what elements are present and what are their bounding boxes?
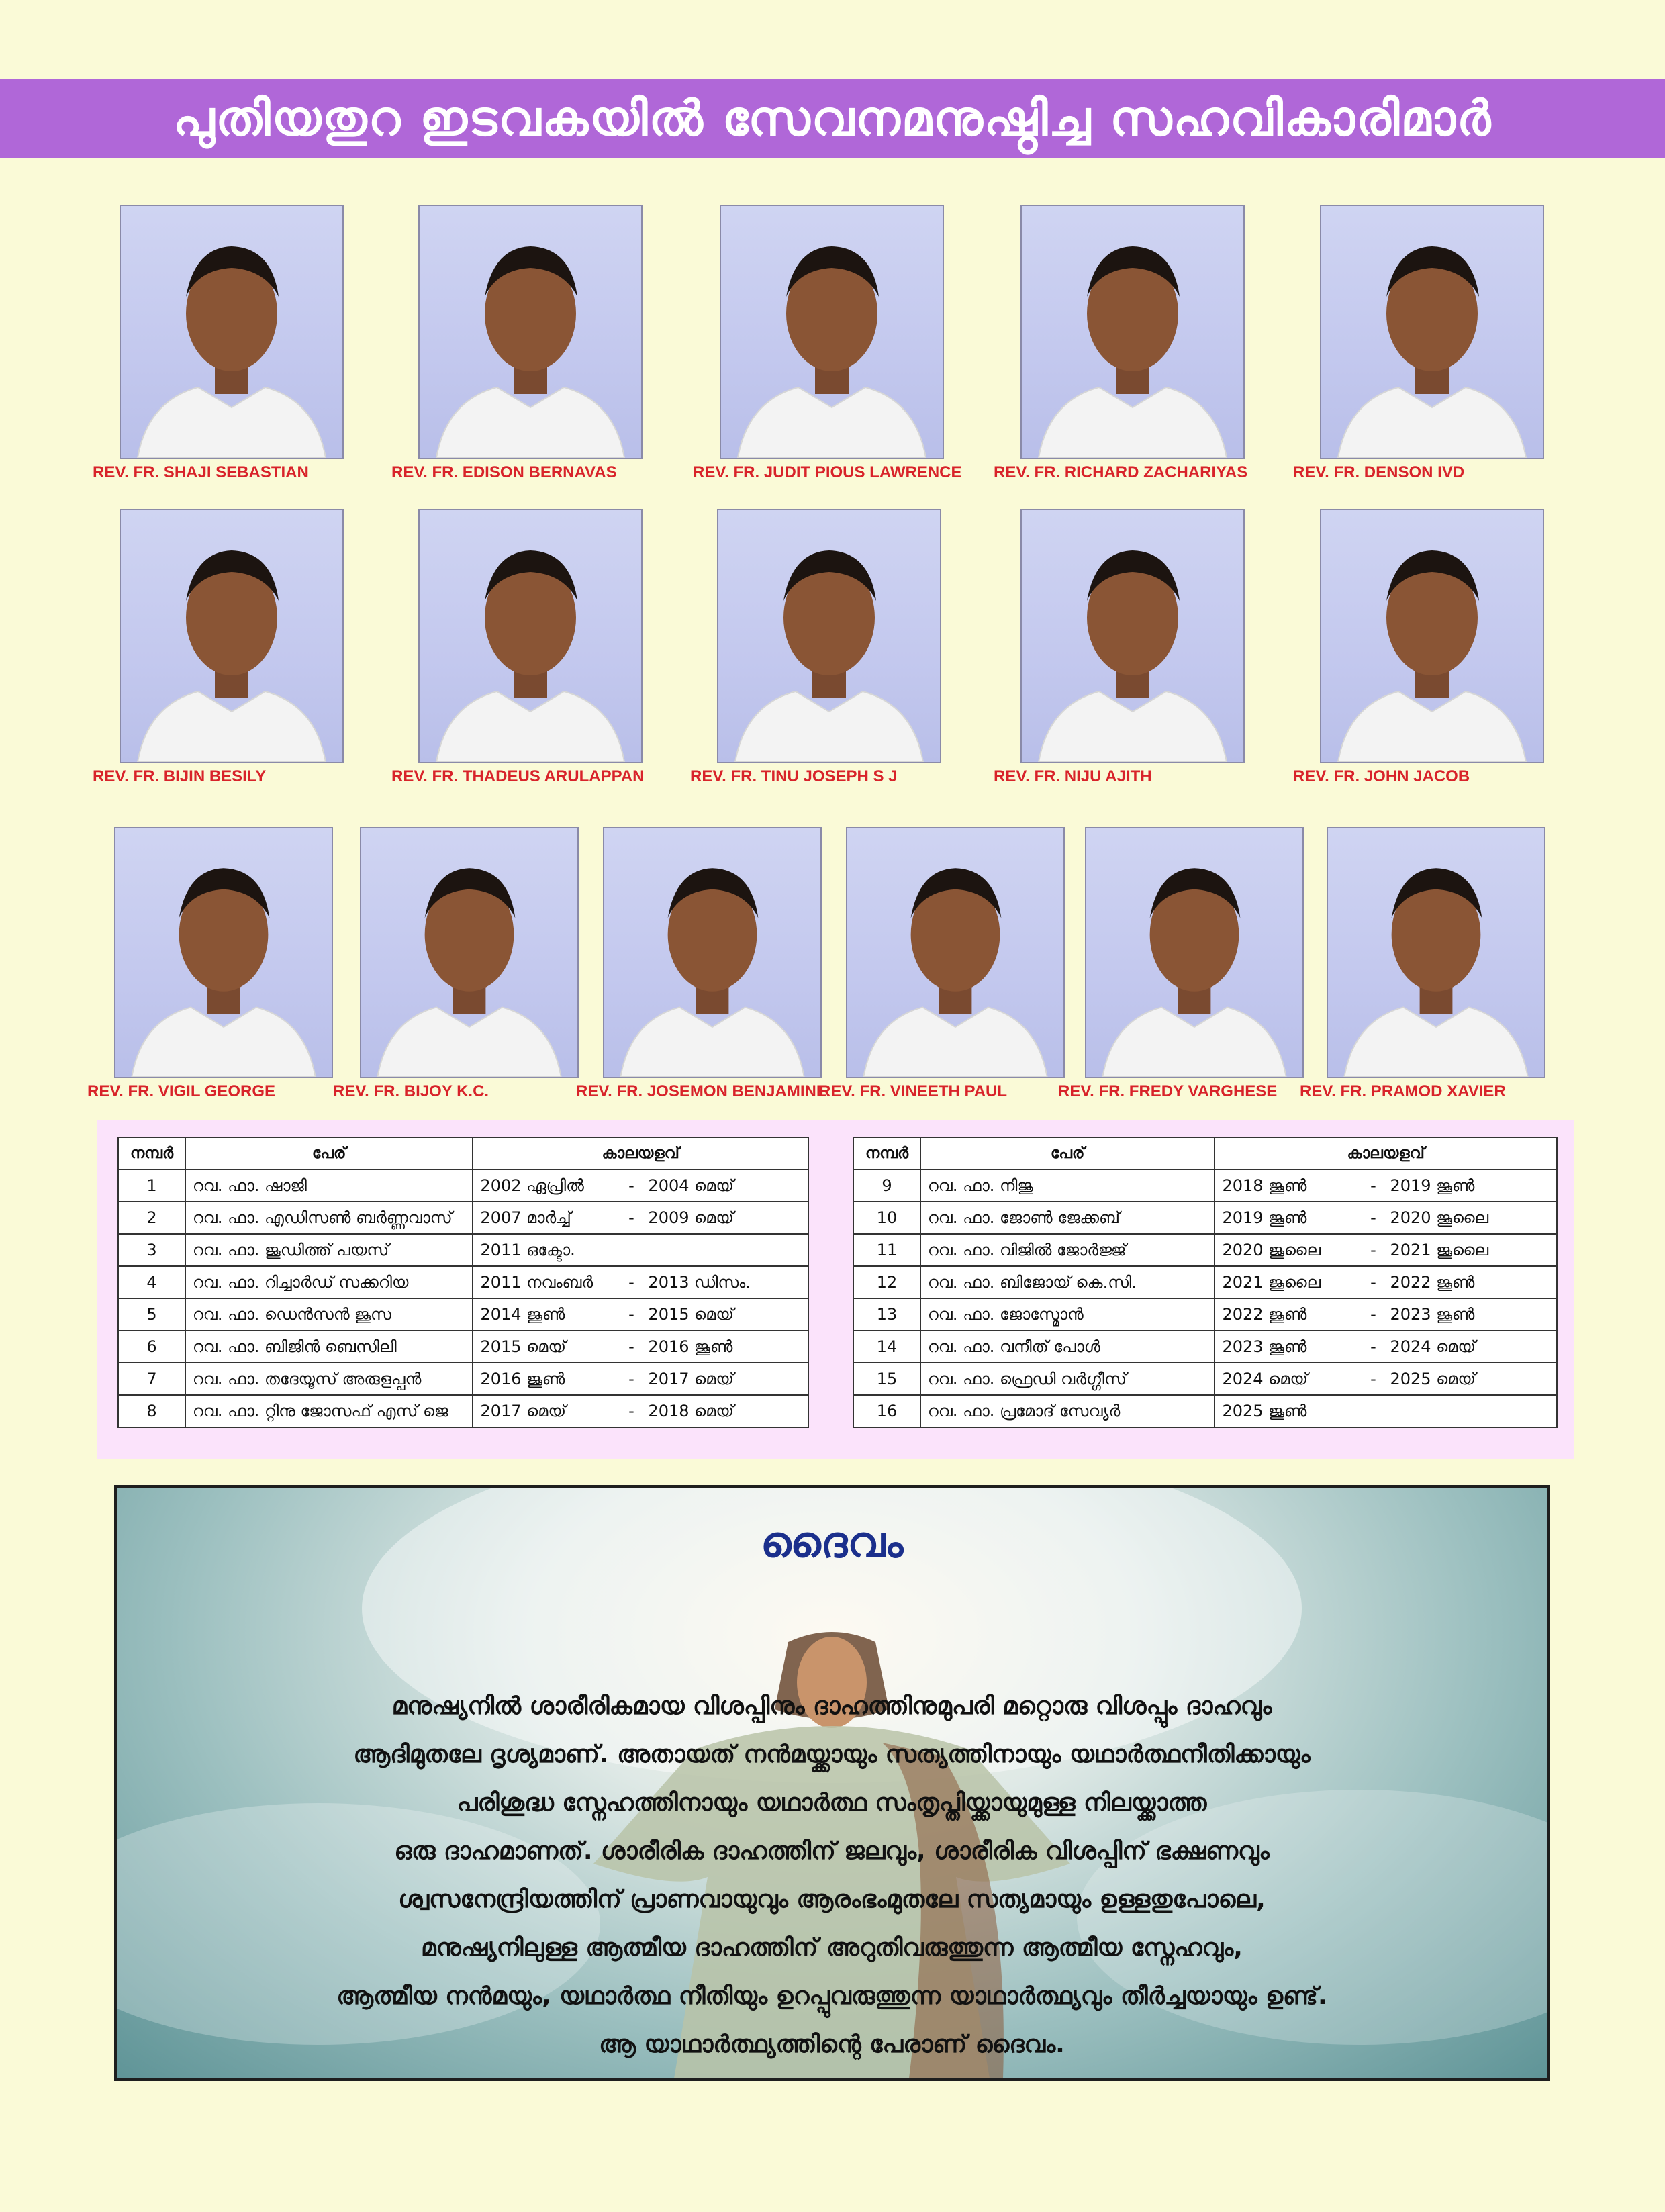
priest-photo xyxy=(114,827,333,1078)
person-silhouette xyxy=(420,206,641,458)
period-to: 2004 മെയ് xyxy=(648,1176,734,1195)
priest-name: REV. FR. SHAJI SEBASTIAN xyxy=(93,463,309,481)
row-number: 6 xyxy=(118,1331,185,1363)
period-from: 2019 ജൂൺ xyxy=(1222,1208,1307,1227)
table-row xyxy=(118,1266,808,1298)
table-row xyxy=(853,1363,1557,1395)
table-row xyxy=(853,1298,1557,1331)
row-number: 12 xyxy=(853,1266,920,1298)
priest-photo xyxy=(1320,509,1544,763)
row-number: 10 xyxy=(853,1202,920,1234)
period-to: 2018 മെയ് xyxy=(648,1402,734,1421)
row-name: റവ. ഫാ. റ്റിനു ജോസഫ് എസ് ജെ xyxy=(185,1395,473,1427)
title-banner xyxy=(0,79,1665,158)
priest-name: REV. FR. BIJOY K.C. xyxy=(333,1082,489,1100)
row-period xyxy=(1215,1331,1557,1363)
row-period xyxy=(473,1331,808,1363)
period-to: 2015 മെയ് xyxy=(648,1305,734,1324)
quote-title: ദൈവം xyxy=(760,1518,904,1568)
row-name: റവ. ഫാ. പ്രമോദ് സേവ്യർ xyxy=(920,1395,1215,1427)
period-from: 2007 മാർച്ച് xyxy=(480,1208,571,1227)
table-row xyxy=(118,1169,808,1202)
table-row xyxy=(118,1395,808,1427)
period-dash: - xyxy=(628,1369,634,1388)
quote-line: ശ്വസനേന്ദ്രിയത്തിന് പ്രാണവായുവും ആരംഭംമുതലേ സത്യമായും ഉള്ളതുപോലെ, xyxy=(398,1886,1266,1913)
priest-name: REV. FR. DENSON IVD xyxy=(1293,463,1465,481)
period-dash: - xyxy=(1370,1208,1376,1227)
row-period xyxy=(1215,1202,1557,1234)
period-dash: - xyxy=(1370,1273,1376,1292)
row-name: റവ. ഫാ. ജൂഡിത്ത് പയസ് xyxy=(185,1234,473,1266)
period-from: 2002 ഏപ്രിൽ xyxy=(480,1176,584,1195)
roster-table-right xyxy=(853,1137,1558,1428)
period-dash: - xyxy=(628,1273,634,1292)
period-to: 2009 മെയ് xyxy=(648,1208,734,1227)
period-to: 2023 ജൂൺ xyxy=(1390,1305,1475,1324)
row-period xyxy=(1215,1266,1557,1298)
person-silhouette xyxy=(847,828,1063,1077)
table-row xyxy=(853,1234,1557,1266)
page-title: പുതിയതുറ ഇടവകയിൽ സേവനമനുഷ്ഠിച്ച സഹവികാരിമാർ xyxy=(173,90,1492,146)
priest-name: REV. FR. JOSEMON BENJAMINE xyxy=(576,1082,827,1100)
period-from: 2017 മെയ് xyxy=(480,1402,567,1421)
header-period: കാലയളവ് xyxy=(1215,1137,1557,1169)
quote-panel xyxy=(114,1485,1550,2081)
period-to: 2019 ജൂൺ xyxy=(1390,1176,1475,1195)
table-row xyxy=(853,1331,1557,1363)
quote-line: മനുഷ്യനിൽ ശാരീരികമായ വിശപ്പിനും ദാഹത്തിനുമുപരി മറ്റൊരു വിശപ്പും ദാഹവും xyxy=(391,1692,1272,1720)
row-period xyxy=(1215,1363,1557,1395)
priest-name: REV. FR. RICHARD ZACHARIYAS xyxy=(994,463,1248,481)
priest-name: REV. FR. JOHN JACOB xyxy=(1293,767,1470,785)
row-name: റവ. ഫാ. എഡിസൺ ബർണ്ണവാസ് xyxy=(185,1202,473,1234)
period-dash: - xyxy=(1370,1176,1376,1195)
priest-name: REV. FR. NIJU AJITH xyxy=(994,767,1152,785)
person-silhouette xyxy=(420,510,641,762)
row-period xyxy=(473,1266,808,1298)
priest-name: REV. FR. FREDY VARGHESE xyxy=(1058,1082,1278,1100)
period-to: 2022 ജൂൺ xyxy=(1390,1273,1475,1292)
table-body xyxy=(853,1169,1557,1427)
roster-table-left xyxy=(117,1137,809,1428)
person-silhouette xyxy=(115,828,332,1077)
quote-line: ആ യാഥാർത്ഥ്യത്തിന്റെ പേരാണ് ദൈവം. xyxy=(599,2031,1065,2058)
header-name: പേര് xyxy=(920,1137,1215,1169)
person-silhouette xyxy=(1321,510,1543,762)
priest-photo xyxy=(360,827,579,1078)
row-name: റവ. ഫാ. ജോൺ ജേക്കബ് xyxy=(920,1202,1215,1234)
quote-line: പരിശുദ്ധ സ്നേഹത്തിനായും യഥാർത്ഥ സംതൃപ്തിയ്ക്കായുമുള്ള നിലയ്ക്കാത്ത xyxy=(457,1789,1207,1817)
row-number: 13 xyxy=(853,1298,920,1331)
row-number: 15 xyxy=(853,1363,920,1395)
row-period xyxy=(473,1234,808,1266)
priest-photo xyxy=(720,205,944,459)
table-body xyxy=(118,1169,808,1427)
period-from: 2024 മെയ് xyxy=(1222,1369,1309,1388)
row-number: 3 xyxy=(118,1234,185,1266)
period-dash: - xyxy=(1370,1305,1376,1324)
period-from: 2021 ജൂലൈ xyxy=(1222,1273,1321,1292)
row-period xyxy=(473,1169,808,1202)
table-row xyxy=(118,1234,808,1266)
period-from: 2022 ജൂൺ xyxy=(1222,1305,1307,1324)
person-silhouette xyxy=(718,510,940,762)
period-from: 2025 ജൂൺ xyxy=(1222,1402,1307,1421)
priest-photo xyxy=(1320,205,1544,459)
table-row xyxy=(118,1363,808,1395)
person-silhouette xyxy=(361,828,577,1077)
period-dash: - xyxy=(628,1208,634,1227)
row-name: റവ. ഫാ. റിച്ചാർഡ് സക്കറിയ xyxy=(185,1266,473,1298)
row-number: 8 xyxy=(118,1395,185,1427)
priest-photo xyxy=(1020,205,1245,459)
quote-text xyxy=(117,1682,1547,2069)
table-header-row xyxy=(118,1137,808,1169)
period-from: 2016 ജൂൺ xyxy=(480,1369,565,1388)
person-silhouette xyxy=(604,828,820,1077)
row-name: റവ. ഫാ. തദേയൂസ് അരുളപ്പൻ xyxy=(185,1363,473,1395)
row-number: 11 xyxy=(853,1234,920,1266)
quote-line: ആത്മീയ നൻമയും, യഥാർത്ഥ നീതിയും ഉറപ്പുവരുത്തുന്ന യാഥാർത്ഥ്യവും തീർച്ചയായും ഉണ്ട്. xyxy=(336,1982,1327,2010)
table-row xyxy=(853,1169,1557,1202)
row-period xyxy=(473,1202,808,1234)
period-dash: - xyxy=(1370,1241,1376,1259)
quote-line: ആദിമുതലേ ദൃശ്യമാണ്. അതായത് നൻമയ്ക്കായും സത്യത്തിനായും യഥാർത്ഥനീതിക്കായും xyxy=(353,1741,1311,1768)
person-silhouette xyxy=(1022,206,1243,458)
period-to: 2024 മെയ് xyxy=(1390,1337,1476,1356)
period-from: 2011 നവംബർ xyxy=(480,1273,593,1292)
person-silhouette xyxy=(1328,828,1544,1077)
row-name: റവ. ഫാ. നിജു xyxy=(920,1169,1215,1202)
period-from: 2011 ഒക്ടോ. xyxy=(480,1241,575,1259)
period-to: 2017 മെയ് xyxy=(648,1369,734,1388)
row-number: 4 xyxy=(118,1266,185,1298)
row-period xyxy=(473,1298,808,1331)
period-to: 2016 ജൂൺ xyxy=(648,1337,733,1356)
header-number: നമ്പർ xyxy=(853,1137,920,1169)
row-name: റവ. ഫാ. ഷാജി xyxy=(185,1169,473,1202)
period-dash: - xyxy=(628,1176,634,1195)
period-to: 2013 ഡിസം. xyxy=(648,1273,751,1292)
priest-photo xyxy=(603,827,822,1078)
person-silhouette xyxy=(121,510,342,762)
table-header-row xyxy=(853,1137,1557,1169)
person-silhouette xyxy=(1022,510,1243,762)
table-row xyxy=(853,1395,1557,1427)
period-dash: - xyxy=(1370,1369,1376,1388)
row-name: റവ. ഫാ. ജോസ്മോൻ xyxy=(920,1298,1215,1331)
person-silhouette xyxy=(721,206,943,458)
table-row xyxy=(853,1266,1557,1298)
table-row xyxy=(118,1298,808,1331)
row-number: 14 xyxy=(853,1331,920,1363)
table-row xyxy=(118,1331,808,1363)
row-number: 7 xyxy=(118,1363,185,1395)
quote-line: മനുഷ്യനിലുള്ള ആത്മീയ ദാഹത്തിന് അറുതിവരുത്തുന്ന ആത്മീയ സ്നേഹവും, xyxy=(421,1934,1243,1962)
row-period xyxy=(1215,1395,1557,1427)
period-from: 2014 ജൂൺ xyxy=(480,1305,565,1324)
row-period xyxy=(1215,1234,1557,1266)
row-number: 16 xyxy=(853,1395,920,1427)
period-to: 2021 ജൂലൈ xyxy=(1390,1241,1489,1259)
priest-name: REV. FR. BIJIN BESILY xyxy=(93,767,267,785)
period-dash: - xyxy=(1370,1337,1376,1356)
row-name: റവ. ഫാ. വനീത് പോൾ xyxy=(920,1331,1215,1363)
table-row xyxy=(853,1202,1557,1234)
table-row xyxy=(118,1202,808,1234)
row-name: റവ. ഫാ. വിജിൽ ജോർജ്ജ് xyxy=(920,1234,1215,1266)
priest-photo xyxy=(120,205,344,459)
row-number: 2 xyxy=(118,1202,185,1234)
period-dash: - xyxy=(628,1337,634,1356)
header-name: പേര് xyxy=(185,1137,473,1169)
priest-name: REV. FR. EDISON BERNAVAS xyxy=(391,463,617,481)
row-period xyxy=(1215,1169,1557,1202)
person-silhouette xyxy=(1086,828,1302,1077)
person-silhouette xyxy=(1321,206,1543,458)
priest-name: REV. FR. VINEETH PAUL xyxy=(819,1082,1008,1100)
row-name: റവ. ഫാ. ഫ്രെഡി വർഗ്ഗീസ് xyxy=(920,1363,1215,1395)
priest-name: REV. FR. JUDIT PIOUS LAWRENCE xyxy=(693,463,962,481)
priest-photo xyxy=(418,205,643,459)
period-dash: - xyxy=(628,1402,634,1421)
period-from: 2018 ജൂൺ xyxy=(1222,1176,1307,1195)
row-number: 9 xyxy=(853,1169,920,1202)
period-from: 2020 ജൂലൈ xyxy=(1222,1241,1321,1259)
row-period xyxy=(1215,1298,1557,1331)
quote-line: ഒരു ദാഹമാണത്. ശാരീരിക ദാഹത്തിന് ജലവും, ശാരീരിക വിശപ്പിന് ഭക്ഷണവും xyxy=(394,1837,1270,1865)
priest-name: REV. FR. VIGIL GEORGE xyxy=(87,1082,276,1100)
row-period xyxy=(473,1363,808,1395)
period-to: 2020 ജൂലൈ xyxy=(1390,1208,1489,1227)
row-name: റവ. ഫാ. ബിജോയ് കെ.സി. xyxy=(920,1266,1215,1298)
row-number: 5 xyxy=(118,1298,185,1331)
row-name: റവ. ഫാ. ബിജിൻ ബെസിലി xyxy=(185,1331,473,1363)
priest-photo xyxy=(418,509,643,763)
priest-photo xyxy=(846,827,1065,1078)
person-silhouette xyxy=(121,206,342,458)
priest-photo xyxy=(1327,827,1545,1078)
period-from: 2023 ജൂൺ xyxy=(1222,1337,1307,1356)
roster-panel xyxy=(97,1120,1574,1459)
priest-photo xyxy=(1085,827,1304,1078)
header-period: കാലയളവ് xyxy=(473,1137,808,1169)
priest-photo xyxy=(717,509,941,763)
priest-name: REV. FR. TINU JOSEPH S J xyxy=(690,767,898,785)
priest-name: REV. FR. THADEUS ARULAPPAN xyxy=(391,767,645,785)
row-period xyxy=(473,1395,808,1427)
period-to: 2025 മെയ് xyxy=(1390,1369,1476,1388)
period-dash: - xyxy=(628,1305,634,1324)
priest-photo xyxy=(1020,509,1245,763)
priest-photo xyxy=(120,509,344,763)
priest-name: REV. FR. PRAMOD XAVIER xyxy=(1300,1082,1506,1100)
row-name: റവ. ഫാ. ഡെൻസൻ ജൂസ xyxy=(185,1298,473,1331)
header-number: നമ്പർ xyxy=(118,1137,185,1169)
period-from: 2015 മെയ് xyxy=(480,1337,567,1356)
row-number: 1 xyxy=(118,1169,185,1202)
